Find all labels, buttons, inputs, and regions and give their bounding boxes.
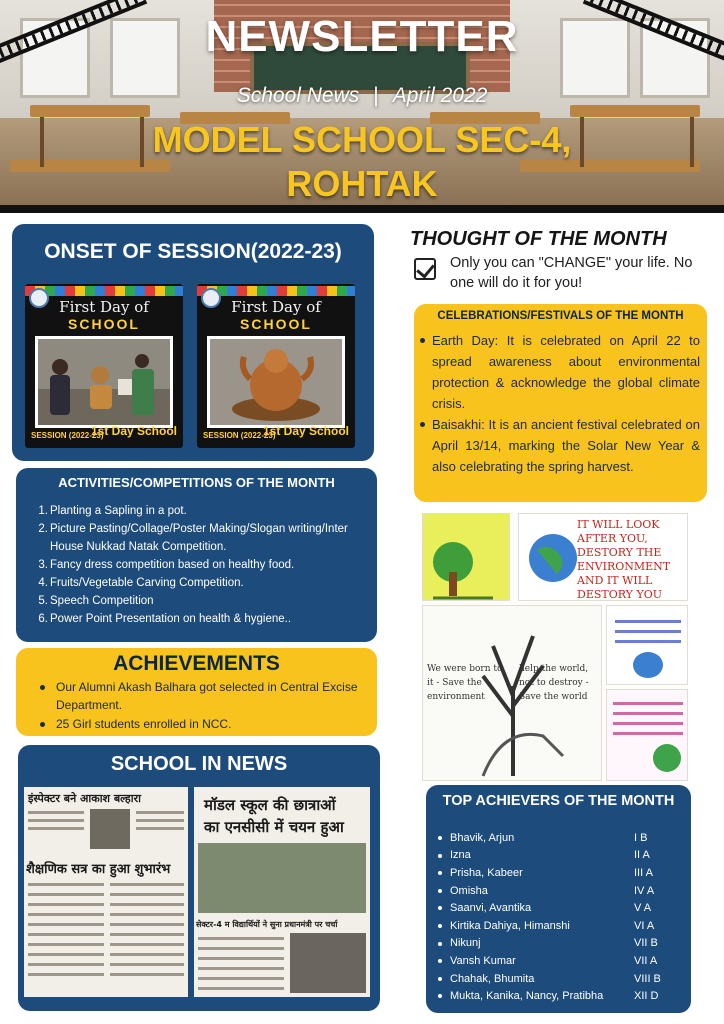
activities-title: ACTIVITIES/COMPETITIONS OF THE MONTH: [58, 475, 335, 490]
activities-list: [34, 502, 362, 628]
poster-text: IT WILL LOOK AFTER YOU, DESTORY THE ENVIRONMENT AND IT WILL DESTORY YOU: [577, 518, 671, 601]
drawing-hand-tree: [422, 605, 602, 781]
subtitle-section: School News: [236, 84, 360, 107]
newspaper-clipping: [24, 787, 188, 997]
statue-illustration: [210, 339, 342, 425]
globe-drawing-icon: [523, 514, 583, 601]
list-item: Bhavik, Arjun I B: [438, 829, 684, 847]
list-item: Izna II A: [438, 847, 684, 865]
first-day-photo: [197, 284, 355, 448]
clipping-subheadline: सेक्टर-4 म विद्यार्थियों ने सुना प्रधानमंत्री पर चर्चा: [196, 920, 338, 929]
celebrations-title: CELEBRATIONS/FESTIVALS OF THE MONTH: [437, 310, 684, 322]
first-day-photo: [25, 284, 183, 448]
newsletter-title: NEWSLETTER: [205, 12, 519, 61]
school-name: [0, 118, 724, 206]
school-in-news-panel: [18, 745, 380, 1011]
thought-title: THOUGHT OF THE MONTH: [410, 228, 667, 250]
photo-caption-school: SCHOOL: [68, 316, 140, 332]
poster-text: help the world, not to destroy - Save the world: [519, 664, 589, 702]
achievements-title: ACHIEVEMENTS: [113, 652, 280, 675]
top-achievers-title: TOP ACHIEVERS OF THE MONTH: [442, 793, 675, 809]
session-label: SESSION (2022-23): [203, 431, 276, 440]
checkbox-icon: [414, 258, 436, 280]
header-bottom-border: [0, 205, 724, 213]
list-item: 6. Power Point Presentation on health & hygiene..: [38, 613, 292, 625]
school-name-line1: MODEL SCHOOL SEC-4,: [152, 119, 572, 160]
achievements-list: [52, 678, 370, 734]
header-banner: [0, 0, 724, 213]
thought-quote: Only you can "CHANGE" your life. No one will do it for you!: [450, 255, 693, 291]
list-item: Vansh Kumar VII A: [438, 952, 684, 970]
first-day-badge: 1st Day School: [262, 424, 349, 438]
newsletter-subtitle: [0, 84, 724, 108]
drawing-poster: [606, 605, 688, 685]
drawings-collage: [422, 513, 688, 781]
newspaper-clipping: [194, 787, 370, 997]
list-item: Earth Day: It is celebrated on April 22 to spread awareness about environmental protection & acknowledge the global climate crisis.: [432, 330, 700, 414]
top-achievers-panel: [426, 785, 691, 1013]
list-item: Kirtika Dahiya, Himanshi VI A: [438, 917, 684, 935]
list-item: Omisha IV A: [438, 882, 684, 900]
drawing-earth-poster: [518, 513, 688, 601]
list-item: Chahak, Bhumita VIII B: [438, 970, 684, 988]
news-title: SCHOOL IN NEWS: [110, 753, 288, 775]
activities-panel: [16, 468, 377, 642]
bunting-decoration: [197, 286, 355, 296]
clipping-subheadline: शैक्षणिक सत्र का हुआ शुभारंभ: [26, 862, 171, 877]
person-photo: [90, 809, 130, 849]
group-photo: [198, 843, 366, 913]
subtitle-date: April 2022: [392, 84, 488, 107]
people-illustration: [38, 339, 170, 425]
clipping-headline: इंस्पेक्टर बने आकाश बल्हारा: [28, 792, 141, 805]
photo-caption: First Day of: [231, 298, 321, 316]
list-item: Baisakhi: It is an ancient festival celebrated on April 13/14, marking the Solar New Year & also celebrating the spring harvest.: [432, 414, 700, 477]
list-item: Nikunj VII B: [438, 935, 684, 953]
top-achievers-list: [438, 829, 684, 1005]
onset-title: ONSET OF SESSION(2022-23): [44, 240, 342, 263]
photo-caption-school: SCHOOL: [240, 316, 312, 332]
first-day-badge: 1st Day School: [90, 424, 177, 438]
list-item: Mukta, Kanika, Nancy, Pratibha XII D: [438, 987, 684, 1005]
photo-caption: First Day of: [59, 298, 149, 316]
list-item: 2. Picture Pasting/Collage/Poster Making/Slogan writing/Inter House Nukkad Natak Competition.: [38, 523, 348, 553]
onset-panel: [12, 224, 374, 461]
clipping-headline: का एनसीसी में चयन हुआ: [204, 818, 344, 836]
list-item: 3. Fancy dress competition based on healthy food.: [38, 559, 295, 571]
list-item: 1. Planting a Sapling in a pot.: [38, 505, 187, 517]
photo-image: [35, 336, 173, 428]
globe-drawing-icon: [653, 744, 681, 772]
list-item: Our Alumni Akash Balhara got selected in Central Excise Department.: [52, 678, 370, 714]
poster-text: We were born to it - Save the environment: [427, 664, 503, 702]
subtitle-separator: |: [373, 84, 379, 107]
list-item: 25 Girl students enrolled in NCC.: [52, 715, 370, 733]
list-item: 4. Fruits/Vegetable Carving Competition.: [38, 577, 244, 589]
photo-image: [207, 336, 345, 428]
drawing-poster: [606, 689, 688, 781]
school-name-line2: ROHTAK: [286, 163, 438, 204]
globe-drawing-icon: [633, 652, 663, 678]
achievements-panel: [16, 648, 377, 736]
drawing-tree: [422, 513, 510, 601]
tree-drawing-icon: [423, 514, 510, 601]
list-item: Saanvi, Avantika V A: [438, 899, 684, 917]
clipping-headline: मॉडल स्कूल की छात्राओं: [204, 796, 336, 814]
list-item: 5. Speech Competition: [38, 595, 154, 607]
students-photo: [290, 933, 366, 993]
celebrations-panel: [414, 304, 707, 502]
list-item: Prisha, Kabeer III A: [438, 864, 684, 882]
session-label: SESSION (2022-23): [31, 431, 104, 440]
celebrations-list: [432, 330, 700, 477]
bunting-decoration: [25, 286, 183, 296]
